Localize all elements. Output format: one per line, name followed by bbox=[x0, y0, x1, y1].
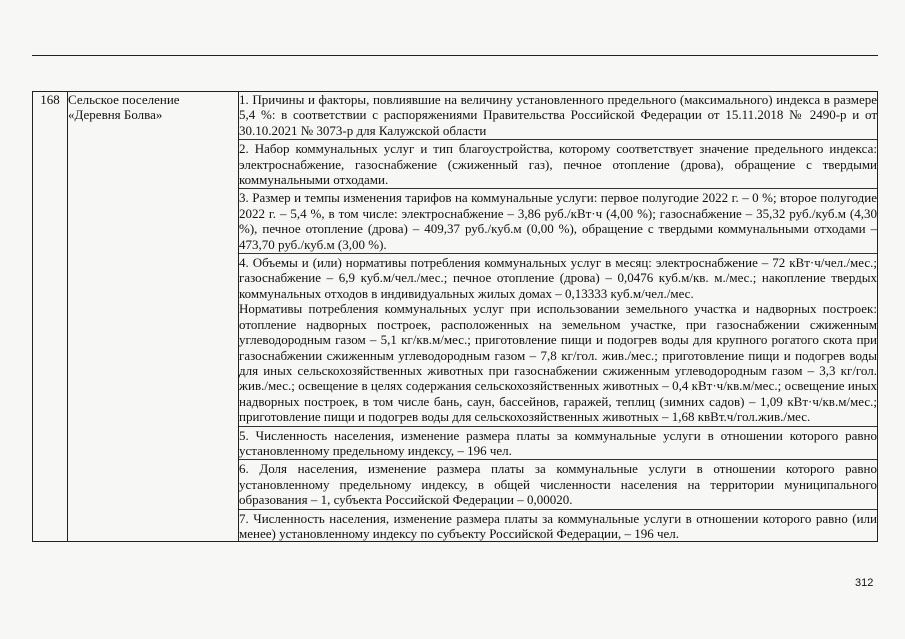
paragraph-population-share: 6. Доля населения, изменение размера платы за коммунальные услуги в отношении которого равно установленному предельному индексу, в общей численности населения на территории муниципального образования – 1, субъекта Российской Федерации – 0,00020. bbox=[239, 461, 877, 509]
tariff-table bbox=[32, 91, 878, 542]
settlement-name bbox=[68, 92, 239, 542]
table-row bbox=[33, 92, 878, 542]
paragraph-population-subject: 7. Численность населения, изменение размера платы за коммунальные услуги в отношении которого равно (или менее) установленному индексу по субъекту Российской Федерации, – 196 чел. bbox=[239, 510, 877, 541]
page-number: 312 bbox=[855, 577, 874, 589]
settlement-name-line: Сельское поселение bbox=[68, 92, 180, 107]
top-rule bbox=[32, 55, 878, 56]
paragraph-causes: 1. Причины и факторы, повлиявшие на величину установленного предельного (максимального) индекса в размере 5,4 %: в соответствии с распоряжениями Правительства Российской Федерации от 15.11.2018 № 2490-р и от 30.10.2021 № 3073-р для Калужской области bbox=[239, 92, 877, 140]
row-number: 168 bbox=[33, 92, 68, 542]
paragraph-population: 5. Численность населения, изменение размера платы за коммунальные услуги в отношении которого равно установленному предельному индексу, – 196 чел. bbox=[239, 428, 877, 461]
paragraph-services: 2. Набор коммунальных услуг и тип благоустройства, которому соответствует значение предельного индекса: электроснабжение, газоснабжение (сжиженный газ), печное отопление (дрова), обращение с твердыми коммунальными отходами. bbox=[239, 141, 877, 189]
paragraph-tariffs: 3. Размер и темпы изменения тарифов на коммунальные услуги: первое полугодие 2022 г. – 0 %; второе полугодие 2022 г. – 5,4 %, в том числе: электроснабжение – 3,86 руб./кВт·ч (4,00 %); газоснабжение – 35,32 руб./куб.м (4,30 %), печное отопление (дрова) – 409,37 руб./куб.м (0,00 %), обращение с твердыми коммунальными отходами – 473,70 руб./куб.м (3,00 %). bbox=[239, 190, 877, 254]
paragraph-volumes: 4. Объемы и (или) нормативы потребления коммунальных услуг в месяц: электроснабжение – 72 кВт·ч/чел./мес.; газоснабжение – 6,9 куб.м/чел./мес.; печное отопление (дрова) – 0,0476 куб.м/кв. м./мес.; накопление твердых коммунальных отходов в индивидуальных жилых домах – 0,13333 куб.м/чел./мес. bbox=[239, 255, 877, 301]
settlement-name-line: «Деревня Болва» bbox=[68, 107, 163, 123]
row-content bbox=[239, 92, 878, 542]
paragraph-land-norms: Нормативы потребления коммунальных услуг при использовании земельного участка и надворных построек: отопление надворных построек, расположенных на земельном участке, при газоснабжении сжиженным углеводородным газом – 5,1 кг/кв.м/мес.; приготовление пищи и подогрев воды для крупного рогатого скота при газоснабжении сжиженным углеводородным газом – 7,8 кг/гол. жив./мес.; приготовление пищи и подогрев воды для иных сельскохозяйственных животных при газоснабжении сжиженным углеводородным газом – 3,3 кг/гол. жив./мес.; освещение в целях содержания сельскохозяйственных животных – 0,4 кВт·ч/кв.м/мес.; освещение иных надворных построек, в том числе бань, саун, бассейнов, гаражей, теплиц (зимних садов) – 1,09 кВт·ч/кв.м/мес.; приготовление пищи и подогрев воды для сельскохозяйственных животных – 1,68 квВт.ч/гол.жив./мес. bbox=[239, 301, 877, 426]
